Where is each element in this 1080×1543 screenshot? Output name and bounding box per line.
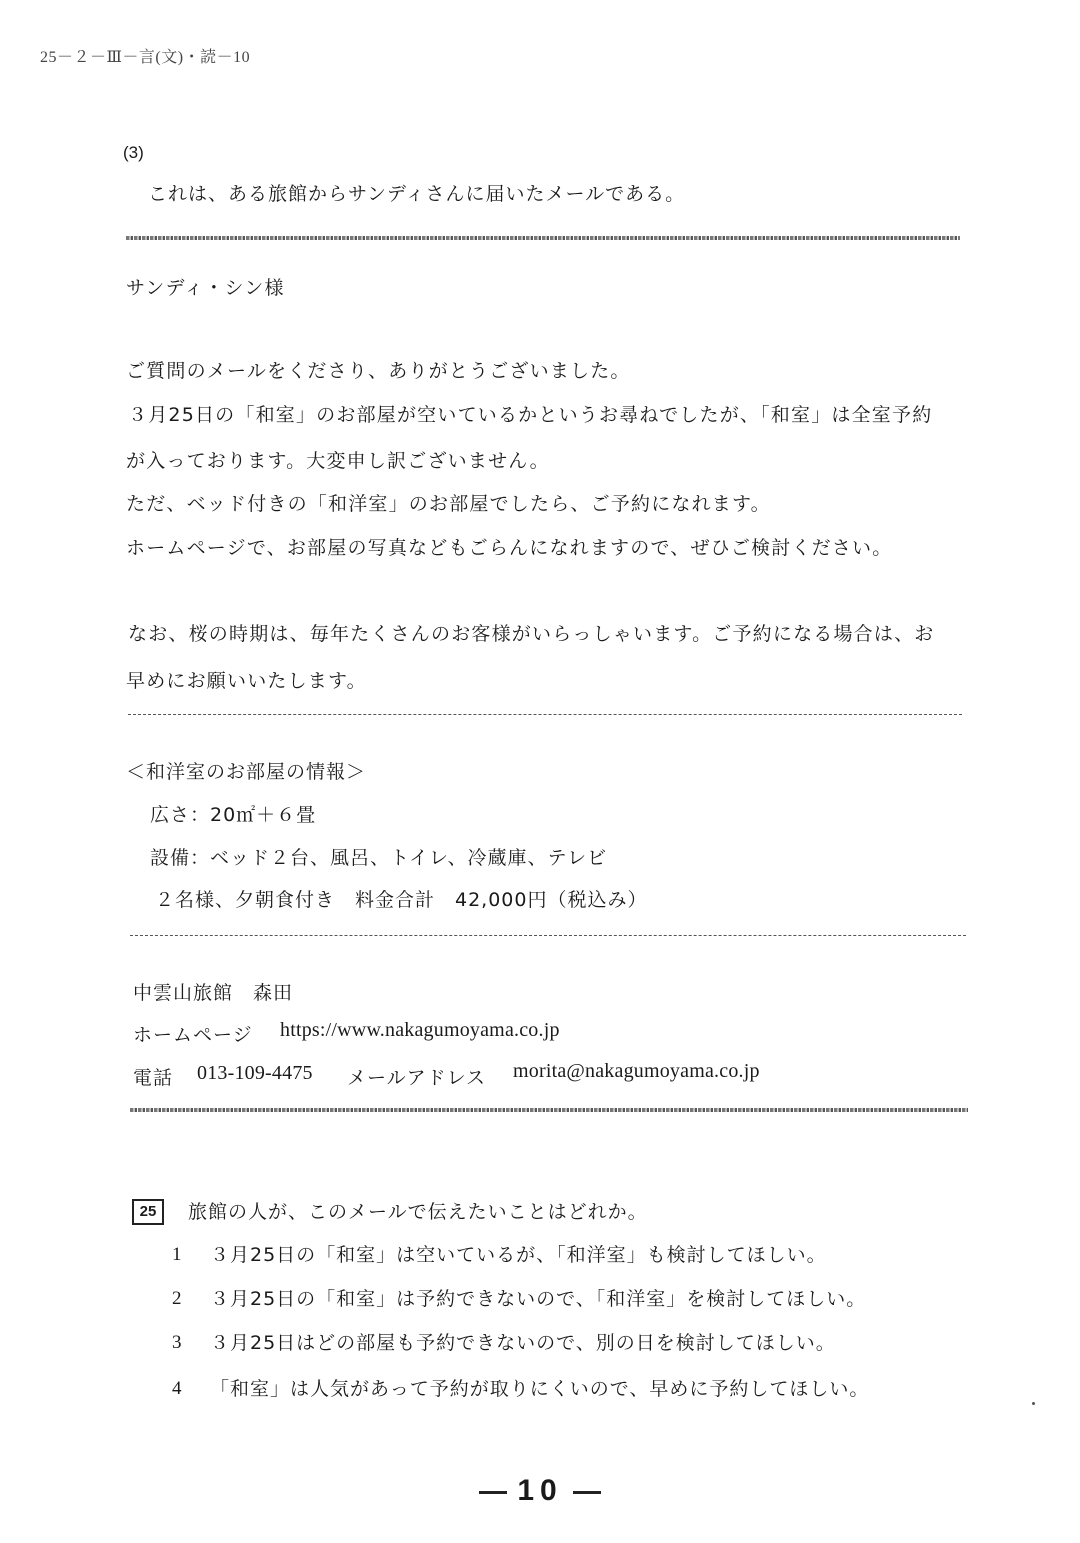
sender-homepage-url[interactable]: https://www.nakagumoyama.co.jp xyxy=(280,1019,560,1041)
option-text[interactable]: ３月25日の「和室」は空いているが、「和洋室」も検討してほしい。 xyxy=(210,1244,827,1266)
email-line: 早めにお願いいたします。 xyxy=(126,670,367,692)
question-number-box: 25 xyxy=(132,1199,164,1225)
email-line: なお、桜の時期は、毎年たくさんのお客様がいらっしゃいます。ご予約になる場合は、お xyxy=(128,623,935,645)
page-number-dash-right xyxy=(573,1491,601,1494)
sender-email[interactable]: morita@nakagumoyama.co.jp xyxy=(513,1060,760,1082)
sender-phone-label: 電話 xyxy=(133,1067,174,1089)
section-number: (3) xyxy=(123,143,144,162)
section-intro: これは、ある旅館からサンディさんに届いたメールである。 xyxy=(148,183,686,205)
email-line: ただ、ベッド付きの「和洋室」のお部屋でしたら、ご予約になれます。 xyxy=(126,493,771,515)
sender-email-label: メールアドレス xyxy=(347,1067,487,1089)
option-text[interactable]: ３月25日の「和室」は予約できないので、「和洋室」を検討してほしい。 xyxy=(210,1288,867,1310)
email-line: ３月25日の「和室」のお部屋が空いているかというお尋ねでしたが、「和室」は全室予約 xyxy=(128,404,933,426)
room-info-heading: ＜和洋室のお部屋の情報＞ xyxy=(126,761,367,783)
email-top-border xyxy=(126,236,960,240)
email-line: ホームページで、お部屋の写真などもごらんになれますので、ぜひご検討ください。 xyxy=(126,537,893,559)
scan-speck xyxy=(1032,1402,1035,1405)
page-number xyxy=(0,1474,1080,1508)
question-text: 旅館の人が、このメールで伝えたいことはどれか。 xyxy=(188,1201,648,1223)
sender-name: 中雲山旅館 森田 xyxy=(133,982,294,1004)
email-line: が入っております。大変申し訳ございません。 xyxy=(126,450,550,472)
page-number-dash-left xyxy=(479,1491,507,1494)
option-number: 3 xyxy=(172,1332,182,1353)
option-number: 4 xyxy=(172,1378,182,1399)
sender-homepage-label: ホームページ xyxy=(133,1024,253,1046)
room-info-bottom-divider xyxy=(130,935,966,936)
option-number: 1 xyxy=(172,1244,182,1265)
option-number: 2 xyxy=(172,1288,182,1309)
email-bottom-border xyxy=(130,1108,968,1112)
page-number-value: 10 xyxy=(517,1474,563,1507)
email-salutation: サンディ・シン様 xyxy=(126,277,285,299)
email-line: ご質問のメールをくださり、ありがとうございました。 xyxy=(126,360,631,382)
room-info-price: ２名様、夕朝食付き 料金合計 42,000円（税込み） xyxy=(155,889,648,911)
room-info-size: 広さ：20㎡＋６畳 xyxy=(150,804,317,826)
sender-phone: 013-109-4475 xyxy=(197,1062,313,1084)
option-text[interactable]: ３月25日はどの部屋も予約できないので、別の日を検討してほしい。 xyxy=(210,1332,836,1354)
room-info-equipment: 設備：ベッド２台、風呂、トイレ、冷蔵庫、テレビ xyxy=(150,847,608,869)
option-text[interactable]: 「和室」は人気があって予約が取りにくいので、早めに予約してほしい。 xyxy=(210,1378,870,1400)
exam-code-header: 25－２－Ⅲ－言(文)・読－10 xyxy=(40,49,251,66)
room-info-top-divider xyxy=(128,714,962,715)
